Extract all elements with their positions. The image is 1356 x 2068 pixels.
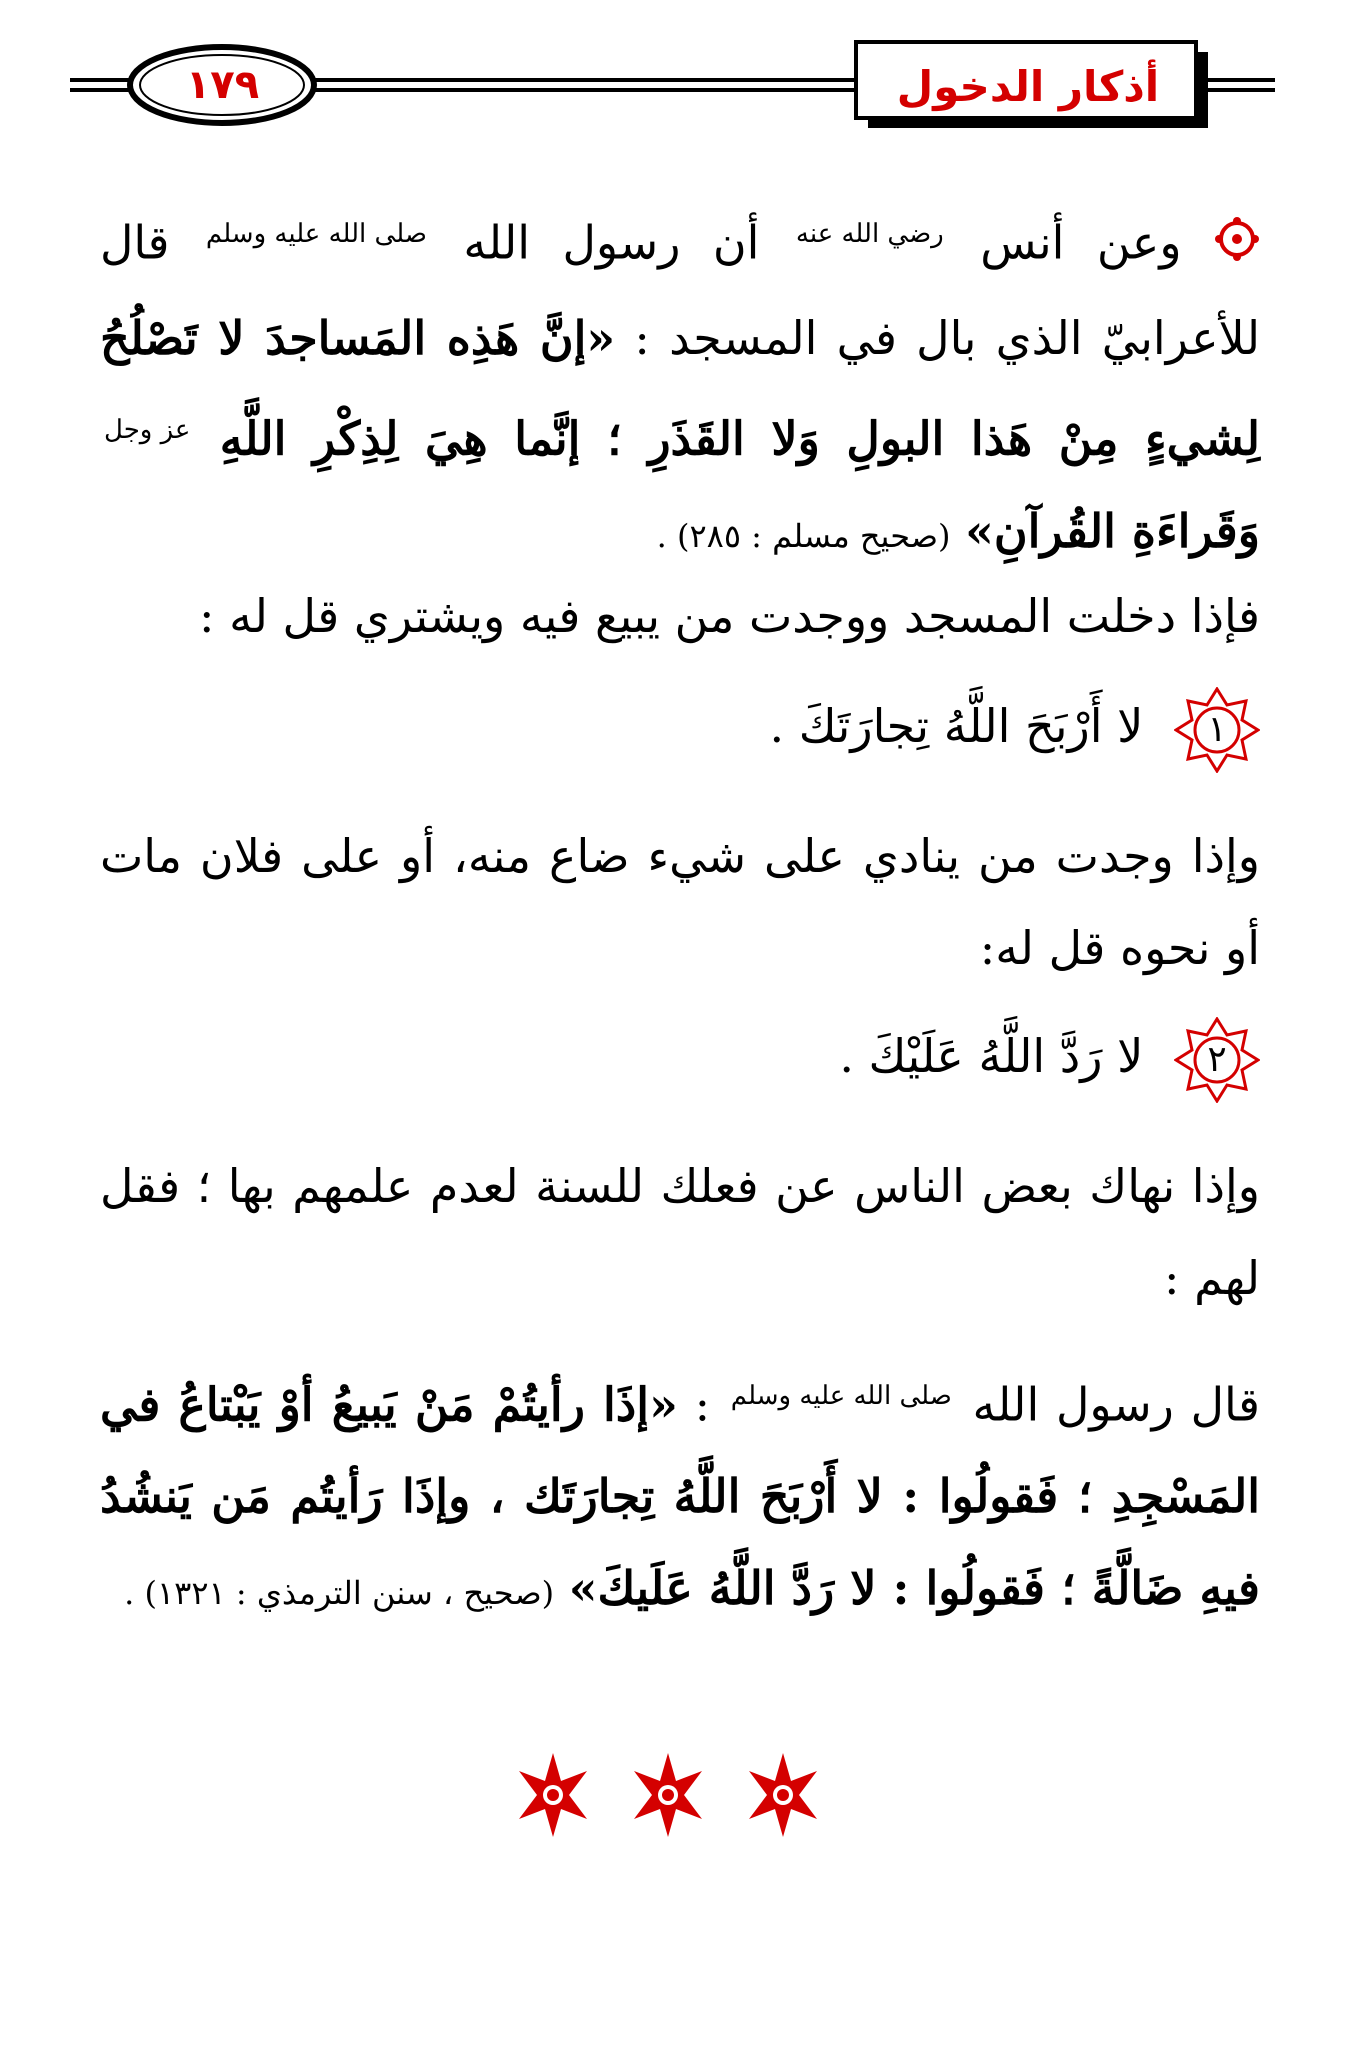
dua-number-badge bbox=[1174, 1017, 1260, 1103]
instruction-paragraph-1 bbox=[100, 570, 1260, 662]
hadith-text-a: «إنَّ هَذِه المَساجدَ لا تَصْلُحُ لِشيءٍ مِنْ هَذا البولِ وَلا القَذَرِ ؛ إنَّما هِيَ لِذِكْرِ اللَّهِ bbox=[100, 311, 1260, 466]
dua-text: لا رَدَّ اللَّهُ عَلَيْكَ . bbox=[839, 1029, 1144, 1083]
instruction-text: فإذا دخلت المسجد ووجدت من يبيع فيه ويشتري قل له : bbox=[199, 589, 1260, 643]
reference: (صحيح ، سنن الترمذي : ١٣٢١) . bbox=[124, 1574, 555, 1613]
hadith-text: «إذَا رأيتُمْ مَنْ يَبيعُ أوْ يَبْتاعُ في المَسْجِدِ ؛ فَقولُوا : لا أَرْبَحَ اللَّهُ تِجارَتَك ، وإذَا رَأيتُم مَن يَنشُدُ فيهِ ضَالَّةً ؛ فَقولُوا : لا رَدَّ اللَّهُ عَلَيكَ» bbox=[100, 1377, 1260, 1616]
azza-honorific: عز وجل bbox=[104, 415, 191, 446]
hadith-paragraph-2 bbox=[100, 1350, 1260, 1639]
section-title: أذكار الدخول bbox=[896, 62, 1160, 111]
flower-bullet-icon bbox=[1214, 200, 1260, 292]
dua-number: ١ bbox=[1207, 709, 1227, 750]
intro-text: قال رسول الله bbox=[972, 1377, 1261, 1432]
dua-number: ٢ bbox=[1207, 1039, 1227, 1080]
salla-honorific: صلى الله عليه وسلم bbox=[205, 219, 427, 249]
section-end-ornament bbox=[498, 1740, 838, 1850]
page-header bbox=[0, 0, 1356, 150]
dua-number-badge bbox=[1174, 687, 1260, 773]
context-text: قال للأعرابيّ الذي بال في المسجد : bbox=[100, 215, 1261, 366]
salla-honorific: صلى الله عليه وسلم bbox=[730, 1381, 952, 1411]
radi-honorific: رضي الله عنه bbox=[795, 219, 944, 249]
hadith-text-b: وَقَراءَةِ القُرآنِ» bbox=[965, 503, 1260, 558]
instruction-paragraph-3 bbox=[100, 1140, 1260, 1324]
floral-divider-icon bbox=[498, 1740, 838, 1850]
instruction-paragraph-2 bbox=[100, 810, 1260, 994]
reference: (صحيح مسلم : ٢٨٥) . bbox=[656, 516, 951, 555]
dua-text: لا أَرْبَحَ اللَّهُ تِجارَتَكَ . bbox=[769, 699, 1144, 753]
colon: : bbox=[694, 1377, 711, 1432]
page-number: ١٧٩ bbox=[185, 62, 260, 108]
dua-1 bbox=[100, 680, 1260, 773]
instruction-text: وإذا نهاك بعض الناس عن فعلك للسنة لعدم علمهم بها ؛ فقل لهم : bbox=[100, 1159, 1260, 1305]
instruction-text: وإذا وجدت من ينادي على شيء ضاع منه، أو على فلان مات أو نحوه قل له: bbox=[100, 829, 1260, 975]
hadith-paragraph-1 bbox=[100, 188, 1260, 582]
dua-2 bbox=[100, 1010, 1260, 1103]
mid-text: أن رسول الله bbox=[463, 215, 760, 270]
intro-text: وعن أنس bbox=[980, 215, 1182, 270]
